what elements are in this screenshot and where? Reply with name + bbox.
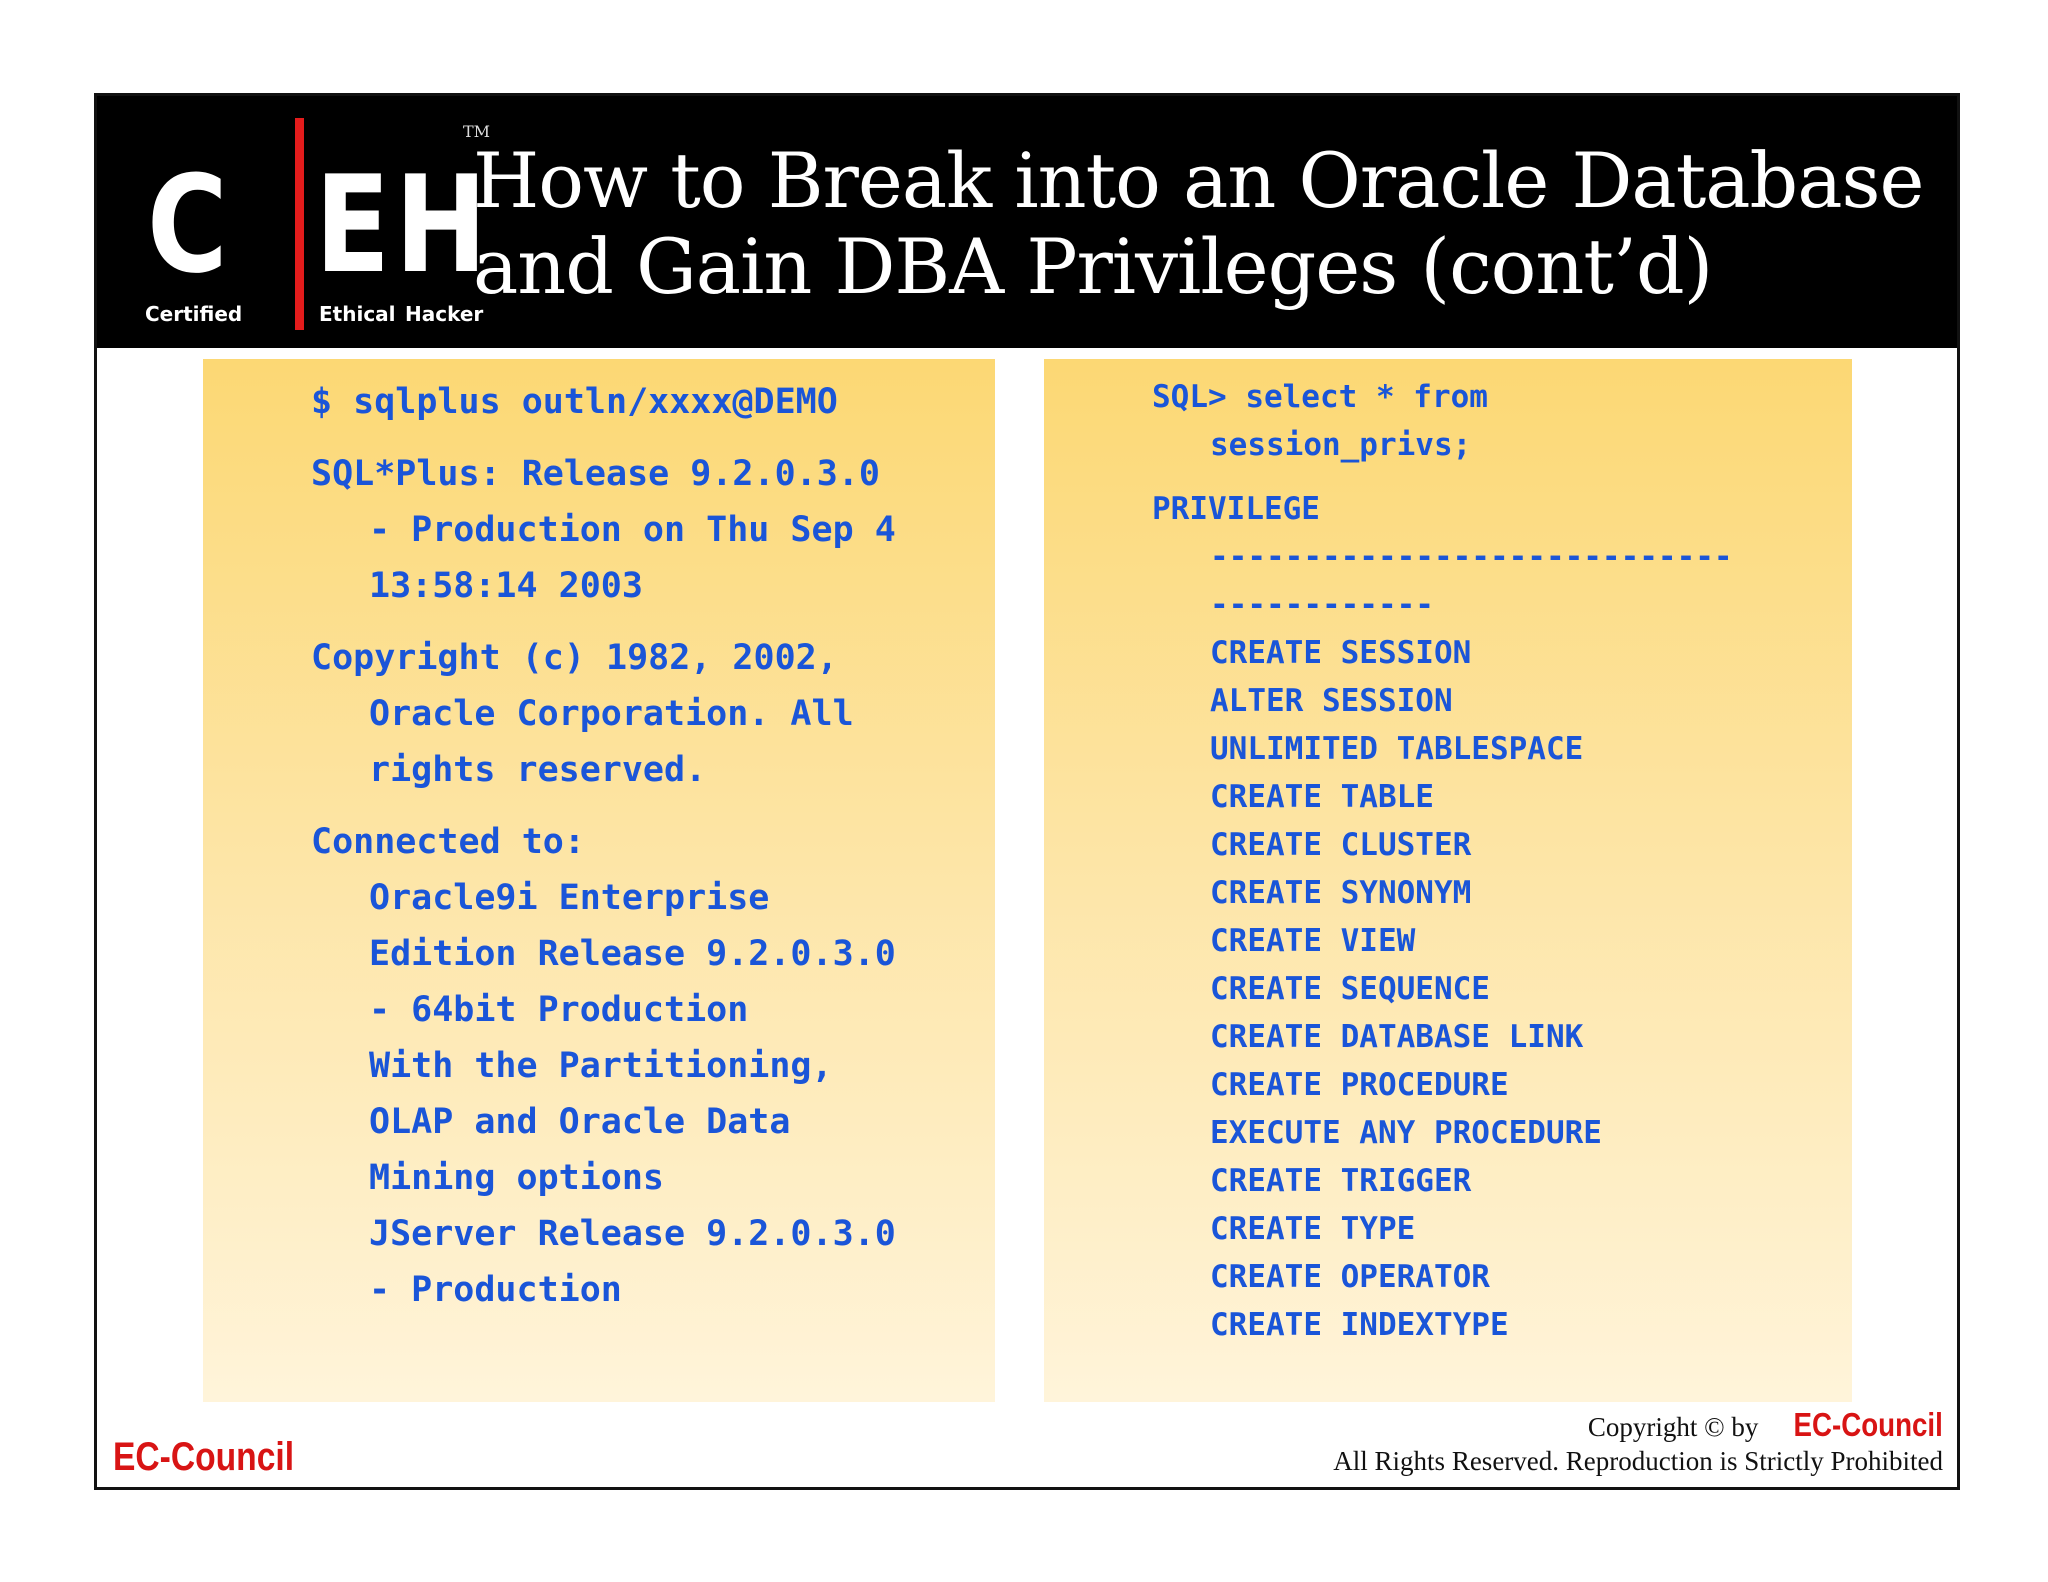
code-line: session_privs;: [1210, 427, 1472, 463]
code-line: Copyright (c) 1982, 2002,: [311, 638, 838, 678]
code-line: - Production on Thu Sep 4: [369, 510, 896, 550]
code-line: rights reserved.: [369, 750, 707, 790]
privilege-item: CREATE SEQUENCE: [1210, 971, 1490, 1007]
code-line: ----------------------------: [1210, 539, 1733, 575]
slide-title: [473, 138, 1924, 310]
ec-council-logo-text: EC-Council: [113, 1435, 295, 1479]
title-line-2: and Gain DBA Privileges (cont’d): [473, 222, 1713, 311]
code-line: - Production: [369, 1270, 622, 1310]
privilege-item: CREATE VIEW: [1210, 923, 1416, 959]
right-code-panel: [1044, 359, 1852, 1402]
privilege-item: CREATE TRIGGER: [1210, 1163, 1472, 1199]
logo-letter-e: E: [315, 147, 391, 303]
privilege-item: CREATE INDEXTYPE: [1210, 1307, 1509, 1343]
privilege-item: CREATE PROCEDURE: [1210, 1067, 1509, 1103]
logo-letter-h: H: [395, 147, 487, 303]
code-line: - 64bit Production: [369, 990, 749, 1030]
copyright-notice: [1333, 1408, 1943, 1478]
code-line: Oracle9i Enterprise: [369, 878, 770, 918]
logo-letter-c: C: [147, 147, 228, 303]
code-line: SQL> select * from: [1152, 379, 1488, 415]
code-line: Oracle Corporation. All: [369, 694, 854, 734]
code-line: 13:58:14 2003: [369, 566, 643, 606]
logo-red-divider: [295, 118, 304, 330]
header-bar: [97, 96, 1957, 348]
privilege-item: CREATE CLUSTER: [1210, 827, 1472, 863]
ceh-logo: [145, 108, 491, 338]
code-line: OLAP and Oracle Data: [369, 1102, 791, 1142]
privilege-item: CREATE SYNONYM: [1210, 875, 1472, 911]
privilege-item: CREATE TYPE: [1210, 1211, 1416, 1247]
privilege-item: EXECUTE ANY PROCEDURE: [1210, 1115, 1602, 1151]
code-line: Connected to:: [311, 822, 585, 862]
logo-word-certified: Certified: [145, 302, 243, 326]
code-line: $ sqlplus outln/xxxx@DEMO: [311, 382, 838, 422]
copyright-line: [1333, 1408, 1943, 1444]
privilege-item: CREATE DATABASE LINK: [1210, 1019, 1584, 1055]
privilege-item: CREATE SESSION: [1210, 635, 1472, 671]
code-line: Edition Release 9.2.0.3.0: [369, 934, 896, 974]
title-line-1: How to Break into an Oracle Database: [473, 136, 1924, 225]
code-line: JServer Release 9.2.0.3.0: [369, 1214, 896, 1254]
privilege-item: ALTER SESSION: [1210, 683, 1453, 719]
sqlplus-session-output: [311, 374, 896, 1318]
left-code-panel: [203, 359, 995, 1402]
logo-word-ethical: Ethical: [319, 302, 396, 326]
trademark-mark: TM: [463, 122, 491, 141]
session-privs-output: [1152, 373, 1733, 1349]
copyright-prefix: Copyright © by: [1587, 1412, 1759, 1442]
code-line: SQL*Plus: Release 9.2.0.3.0: [311, 454, 880, 494]
copyright-brand: EC-Council: [1793, 1406, 1943, 1443]
privilege-item: CREATE TABLE: [1210, 779, 1434, 815]
code-line: PRIVILEGE: [1152, 491, 1320, 527]
code-line: ------------: [1210, 587, 1434, 623]
code-line: With the Partitioning,: [369, 1046, 833, 1086]
rights-line: All Rights Reserved. Reproduction is Strictly Prohibited: [1333, 1446, 1943, 1476]
logo-word-hacker: Hacker: [405, 302, 484, 326]
privilege-item: UNLIMITED TABLESPACE: [1210, 731, 1584, 767]
slide: [94, 93, 1960, 1490]
privilege-item: CREATE OPERATOR: [1210, 1259, 1490, 1295]
code-line: Mining options: [369, 1158, 665, 1198]
